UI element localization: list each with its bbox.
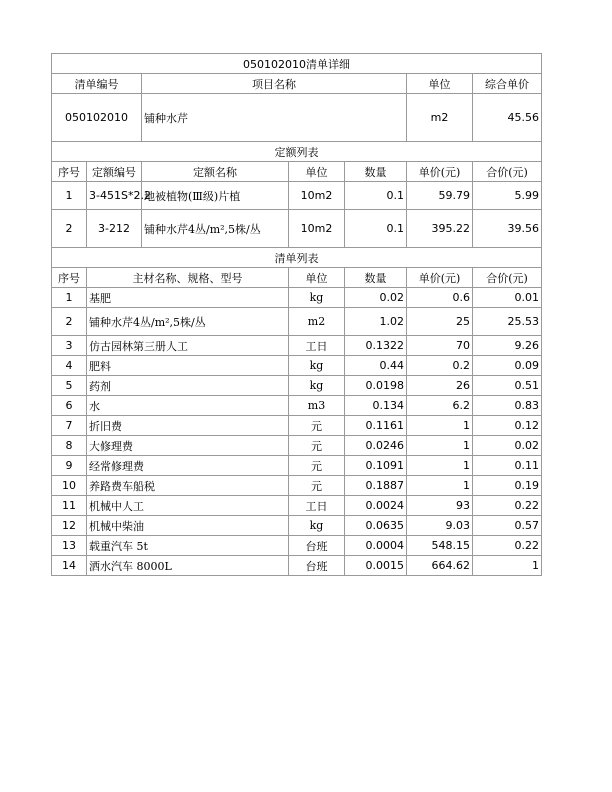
material-unit: 元 (289, 476, 345, 496)
material-unit: kg (289, 288, 345, 308)
material-name: 经常修理费 (87, 456, 289, 476)
material-unit: kg (289, 376, 345, 396)
material-seq: 12 (52, 516, 87, 536)
material-price: 70 (407, 336, 473, 356)
material-qty: 0.0015 (345, 556, 407, 576)
material-qty: 0.1161 (345, 416, 407, 436)
material-price: 0.2 (407, 356, 473, 376)
material-price: 1 (407, 476, 473, 496)
material-header-total: 合价(元) (473, 268, 542, 288)
material-seq: 14 (52, 556, 87, 576)
material-seq: 4 (52, 356, 87, 376)
material-unit: 元 (289, 456, 345, 476)
material-seq: 7 (52, 416, 87, 436)
material-qty: 0.44 (345, 356, 407, 376)
material-price: 6.2 (407, 396, 473, 416)
item-price: 45.56 (473, 94, 542, 142)
material-total: 0.22 (473, 496, 542, 516)
quota-seq: 1 (52, 182, 87, 210)
material-qty: 0.0024 (345, 496, 407, 516)
material-name: 药剂 (87, 376, 289, 396)
material-qty: 0.1091 (345, 456, 407, 476)
quota-header-name: 定额名称 (142, 162, 289, 182)
quota-section-title: 定额列表 (52, 142, 542, 162)
material-unit: 台班 (289, 536, 345, 556)
material-unit: kg (289, 356, 345, 376)
material-price: 1 (407, 436, 473, 456)
material-price: 664.62 (407, 556, 473, 576)
material-qty: 0.134 (345, 396, 407, 416)
material-total: 0.09 (473, 356, 542, 376)
header-name: 项目名称 (142, 74, 407, 94)
bill-detail-table (51, 53, 542, 576)
material-total: 25.53 (473, 308, 542, 336)
material-total: 0.02 (473, 436, 542, 456)
quota-name: 地被植物(Ⅲ级)片植 (142, 182, 289, 210)
material-seq: 8 (52, 436, 87, 456)
sheet-title: 050102010清单详细 (52, 54, 542, 74)
material-price: 1 (407, 456, 473, 476)
material-header-price: 单价(元) (407, 268, 473, 288)
material-unit: kg (289, 516, 345, 536)
item-unit: m2 (407, 94, 473, 142)
material-seq: 10 (52, 476, 87, 496)
quota-unit: 10m2 (289, 210, 345, 248)
material-total: 9.26 (473, 336, 542, 356)
material-header-qty: 数量 (345, 268, 407, 288)
material-seq: 3 (52, 336, 87, 356)
material-seq: 2 (52, 308, 87, 336)
material-price: 25 (407, 308, 473, 336)
material-row (52, 476, 542, 496)
material-row (52, 376, 542, 396)
material-price: 26 (407, 376, 473, 396)
material-row (52, 356, 542, 376)
material-name: 养路费车船税 (87, 476, 289, 496)
material-qty: 1.02 (345, 308, 407, 336)
material-header-name: 主材名称、规格、型号 (87, 268, 289, 288)
material-price: 1 (407, 416, 473, 436)
material-unit: 元 (289, 436, 345, 456)
material-qty: 0.0635 (345, 516, 407, 536)
material-header-seq: 序号 (52, 268, 87, 288)
header-code: 清单编号 (52, 74, 142, 94)
material-name: 仿古园林第三册人工 (87, 336, 289, 356)
material-unit: 元 (289, 416, 345, 436)
material-qty: 0.0198 (345, 376, 407, 396)
material-name: 基肥 (87, 288, 289, 308)
quota-total: 5.99 (473, 182, 542, 210)
material-total: 0.57 (473, 516, 542, 536)
material-unit: 台班 (289, 556, 345, 576)
quota-price: 395.22 (407, 210, 473, 248)
material-qty: 0.1887 (345, 476, 407, 496)
material-row (52, 556, 542, 576)
material-row (52, 436, 542, 456)
material-name: 机械中柴油 (87, 516, 289, 536)
material-total: 0.51 (473, 376, 542, 396)
material-qty: 0.0246 (345, 436, 407, 456)
material-seq: 13 (52, 536, 87, 556)
material-header-unit: 单位 (289, 268, 345, 288)
material-unit: m2 (289, 308, 345, 336)
header-unit: 单位 (407, 74, 473, 94)
quota-row (52, 182, 542, 210)
quota-header-unit: 单位 (289, 162, 345, 182)
quota-seq: 2 (52, 210, 87, 248)
bill-detail-sheet (51, 53, 541, 576)
material-unit: 工日 (289, 336, 345, 356)
quota-header-code: 定额编号 (87, 162, 142, 182)
item-code: 050102010 (52, 94, 142, 142)
material-row (52, 496, 542, 516)
material-name: 大修理费 (87, 436, 289, 456)
material-total: 1 (473, 556, 542, 576)
material-total: 0.22 (473, 536, 542, 556)
material-total: 0.83 (473, 396, 542, 416)
material-seq: 11 (52, 496, 87, 516)
material-row (52, 416, 542, 436)
item-name: 铺种水芹 (142, 94, 407, 142)
material-row (52, 456, 542, 476)
material-name: 铺种水芹4丛/m²,5株/丛 (87, 308, 289, 336)
material-total: 0.11 (473, 456, 542, 476)
material-name: 水 (87, 396, 289, 416)
quota-header-seq: 序号 (52, 162, 87, 182)
quota-name: 铺种水芹4丛/m²,5株/丛 (142, 210, 289, 248)
material-seq: 1 (52, 288, 87, 308)
material-row (52, 516, 542, 536)
material-qty: 0.0004 (345, 536, 407, 556)
material-price: 548.15 (407, 536, 473, 556)
material-unit: m3 (289, 396, 345, 416)
material-total: 0.12 (473, 416, 542, 436)
quota-qty: 0.1 (345, 210, 407, 248)
quota-code: 3-212 (87, 210, 142, 248)
material-seq: 6 (52, 396, 87, 416)
material-unit: 工日 (289, 496, 345, 516)
quota-unit: 10m2 (289, 182, 345, 210)
material-qty: 0.02 (345, 288, 407, 308)
material-name: 洒水汽车 8000L (87, 556, 289, 576)
header-price: 综合单价 (473, 74, 542, 94)
material-row (52, 288, 542, 308)
quota-qty: 0.1 (345, 182, 407, 210)
quota-header-qty: 数量 (345, 162, 407, 182)
material-qty: 0.1322 (345, 336, 407, 356)
quota-header-total: 合价(元) (473, 162, 542, 182)
material-name: 折旧费 (87, 416, 289, 436)
quota-row (52, 210, 542, 248)
material-total: 0.01 (473, 288, 542, 308)
material-section-title: 清单列表 (52, 248, 542, 268)
material-name: 肥料 (87, 356, 289, 376)
material-total: 0.19 (473, 476, 542, 496)
material-row (52, 396, 542, 416)
material-seq: 9 (52, 456, 87, 476)
material-price: 0.6 (407, 288, 473, 308)
quota-code: 3-451S*2.2 (87, 182, 142, 210)
material-name: 机械中人工 (87, 496, 289, 516)
material-name: 载重汽车 5t (87, 536, 289, 556)
material-price: 9.03 (407, 516, 473, 536)
material-seq: 5 (52, 376, 87, 396)
quota-price: 59.79 (407, 182, 473, 210)
quota-total: 39.56 (473, 210, 542, 248)
material-row (52, 536, 542, 556)
material-row (52, 336, 542, 356)
material-row (52, 308, 542, 336)
material-price: 93 (407, 496, 473, 516)
quota-header-price: 单价(元) (407, 162, 473, 182)
